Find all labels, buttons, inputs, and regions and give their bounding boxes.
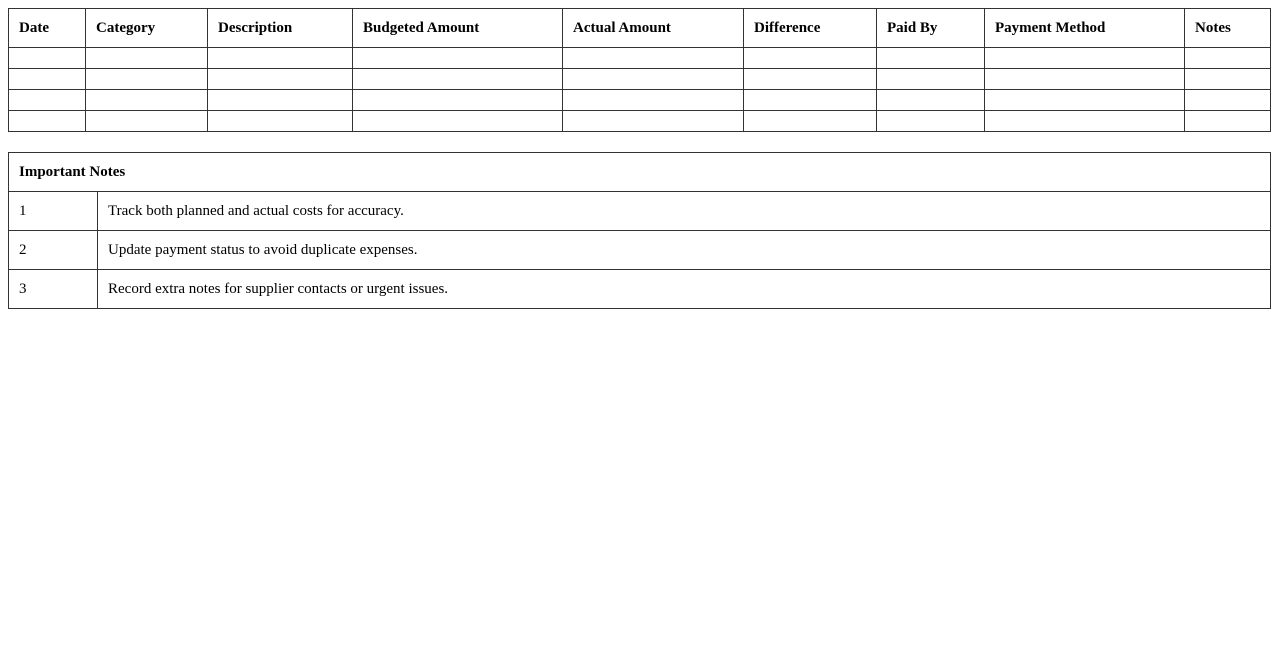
table-cell[interactable]: [9, 48, 86, 69]
table-cell[interactable]: [877, 90, 985, 111]
table-cell[interactable]: [208, 90, 353, 111]
table-cell[interactable]: [353, 111, 563, 132]
note-text: Track both planned and actual costs for accuracy.: [98, 192, 1271, 231]
note-number: 1: [9, 192, 98, 231]
table-cell[interactable]: [985, 90, 1185, 111]
table-cell[interactable]: [9, 69, 86, 90]
note-text: Update payment status to avoid duplicate expenses.: [98, 231, 1271, 270]
expense-table: [8, 8, 1271, 132]
document-page: [8, 8, 1270, 309]
table-cell[interactable]: [353, 69, 563, 90]
table-cell[interactable]: [353, 48, 563, 69]
notes-header-row: [9, 153, 1271, 192]
table-cell[interactable]: [208, 48, 353, 69]
table-cell[interactable]: [563, 90, 744, 111]
note-row: [9, 231, 1271, 270]
note-number: 3: [9, 270, 98, 309]
table-cell[interactable]: [985, 48, 1185, 69]
header-date: Date: [9, 9, 86, 48]
table-cell[interactable]: [1185, 111, 1271, 132]
table-cell[interactable]: [9, 90, 86, 111]
table-cell[interactable]: [1185, 90, 1271, 111]
table-cell[interactable]: [877, 48, 985, 69]
header-payment-method: Payment Method: [985, 9, 1185, 48]
table-cell[interactable]: [744, 90, 877, 111]
header-description: Description: [208, 9, 353, 48]
table-cell[interactable]: [86, 69, 208, 90]
table-cell[interactable]: [985, 69, 1185, 90]
note-text: Record extra notes for supplier contacts or urgent issues.: [98, 270, 1271, 309]
important-notes-table: [8, 152, 1271, 309]
header-actual-amount: Actual Amount: [563, 9, 744, 48]
table-cell[interactable]: [877, 69, 985, 90]
table-row: [9, 48, 1271, 69]
table-cell[interactable]: [86, 111, 208, 132]
table-cell[interactable]: [1185, 48, 1271, 69]
table-cell[interactable]: [86, 90, 208, 111]
header-budgeted-amount: Budgeted Amount: [353, 9, 563, 48]
header-notes: Notes: [1185, 9, 1271, 48]
table-cell[interactable]: [208, 69, 353, 90]
table-cell[interactable]: [86, 48, 208, 69]
table-cell[interactable]: [353, 90, 563, 111]
table-row: [9, 69, 1271, 90]
header-difference: Difference: [744, 9, 877, 48]
table-cell[interactable]: [563, 69, 744, 90]
note-number: 2: [9, 231, 98, 270]
table-cell[interactable]: [985, 111, 1185, 132]
table-cell[interactable]: [563, 48, 744, 69]
note-row: [9, 270, 1271, 309]
header-paid-by: Paid By: [877, 9, 985, 48]
notes-title: Important Notes: [9, 153, 1271, 192]
table-cell[interactable]: [1185, 69, 1271, 90]
table-cell[interactable]: [744, 69, 877, 90]
expense-table-header-row: [9, 9, 1271, 48]
table-row: [9, 111, 1271, 132]
table-cell[interactable]: [744, 48, 877, 69]
table-row: [9, 90, 1271, 111]
note-row: [9, 192, 1271, 231]
table-cell[interactable]: [877, 111, 985, 132]
table-cell[interactable]: [208, 111, 353, 132]
table-cell[interactable]: [9, 111, 86, 132]
table-cell[interactable]: [563, 111, 744, 132]
header-category: Category: [86, 9, 208, 48]
table-cell[interactable]: [744, 111, 877, 132]
